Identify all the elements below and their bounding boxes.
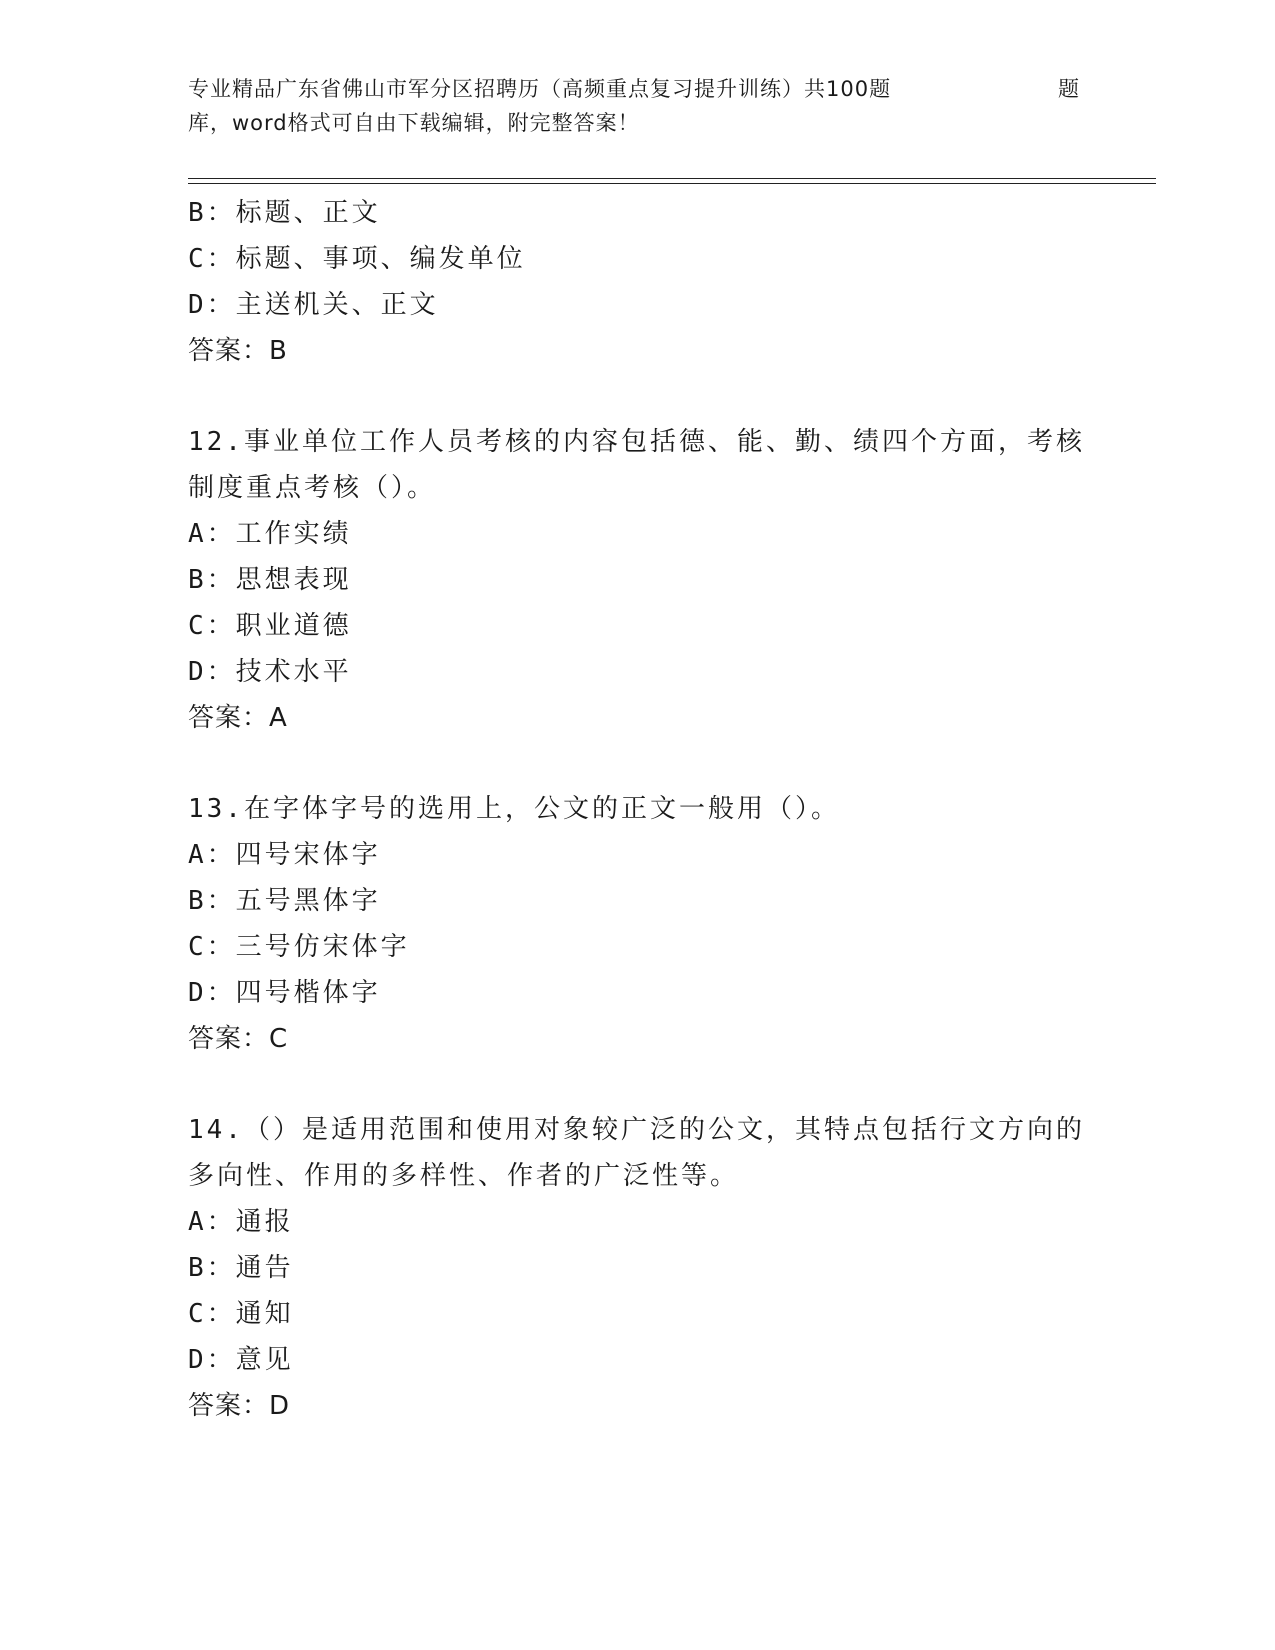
header-title: 专业精品广东省佛山市军分区招聘历（高频重点复习提升训练）共100题 [188, 77, 892, 101]
question-13 [188, 786, 1088, 1062]
option-b: B：通告 [188, 1253, 294, 1283]
option-c: C：三号仿宋体字 [188, 932, 410, 962]
question-12 [188, 419, 1088, 741]
option-c: C：标题、事项、编发单位 [188, 244, 526, 274]
option-b: B：思想表现 [188, 565, 352, 595]
document-header [188, 72, 1088, 140]
header-line-1 [188, 72, 1088, 106]
question-stem-continued: 多向性、作用的多样性、作者的广泛性等。 [188, 1161, 740, 1191]
option-d: D：意见 [188, 1345, 294, 1375]
answer-line: 答案：A [188, 703, 288, 733]
question-14 [188, 1107, 1088, 1429]
option-d: D：技术水平 [188, 657, 352, 687]
question-stem-continued: 制度重点考核（）。 [188, 473, 437, 503]
option-a: A：工作实绩 [188, 519, 352, 549]
question-stem: 14.（）是适用范围和使用对象较广泛的公文，其特点包括行文方向的 [188, 1115, 1085, 1145]
answer-line: 答案：C [188, 1024, 289, 1054]
option-a: A：通报 [188, 1207, 294, 1237]
option-a: A：四号宋体字 [188, 840, 381, 870]
question-list [188, 190, 1088, 1429]
header-line-2: 库，word格式可自由下载编辑，附完整答案！ [188, 111, 640, 135]
answer-line: 答案：D [188, 1391, 291, 1421]
option-b: B：五号黑体字 [188, 886, 381, 916]
option-c: C：通知 [188, 1299, 294, 1329]
question-spacer [188, 741, 1088, 786]
question-spacer [188, 374, 1088, 419]
question-spacer [188, 1062, 1088, 1107]
option-b: B：标题、正文 [188, 198, 381, 228]
question-11-continued [188, 190, 1088, 374]
option-d: D：四号楷体字 [188, 978, 381, 1008]
option-c: C：职业道德 [188, 611, 352, 641]
option-d: D：主送机关、正文 [188, 290, 439, 320]
answer-line: 答案：B [188, 336, 288, 366]
question-stem: 12.事业单位工作人员考核的内容包括德、能、勤、绩四个方面，考核 [188, 427, 1085, 457]
header-rule-bottom [188, 183, 1156, 184]
header-rule-top [188, 178, 1156, 179]
question-stem: 13.在字体字号的选用上，公文的正文一般用（）。 [188, 794, 840, 824]
header-wrap-char: 题 [1058, 77, 1080, 101]
